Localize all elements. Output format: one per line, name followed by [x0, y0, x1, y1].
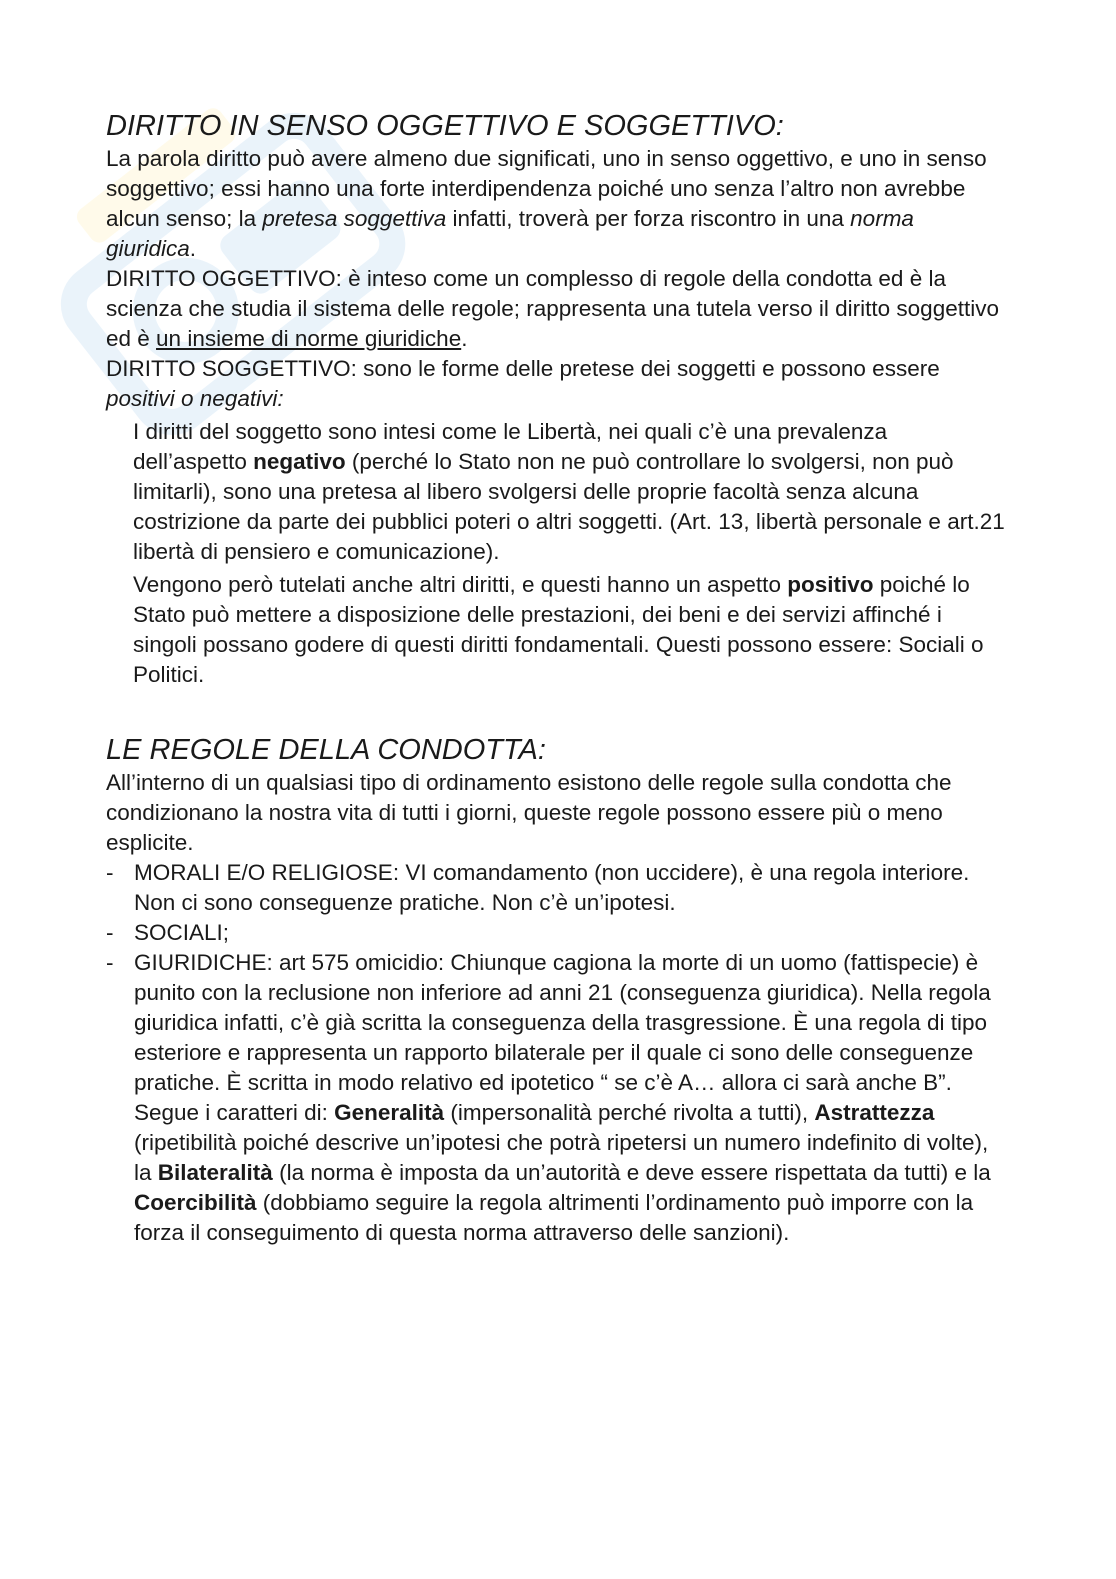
- text-run: .: [189, 236, 197, 261]
- list-item-text: SOCIALI;: [134, 920, 230, 945]
- dash-bullet: -: [106, 920, 114, 945]
- text-run: (dobbiamo seguire la regola altrimenti l’ordinamento può imporre con la forza il conseguimento di questa norma attraverso delle sanzioni).: [134, 1190, 974, 1245]
- section-title-regole: LE REGOLE DELLA CONDOTTA:: [106, 734, 546, 766]
- list-item-morali: [106, 858, 1006, 918]
- paragraph-diritto-soggettivo: [106, 354, 1006, 414]
- list-item-giuridiche: [106, 948, 1006, 1248]
- text-run: GIURIDICHE: art 575 omicidio: Chiunque cagiona la morte di un uomo (fattispecie) è punito con la reclusione non inferiore ad anni 21 (conseguenza giuridica). Nella regola giuridica infatti, c’è già scritta la conseguenza della trasgressione. È una regola di tipo esteriore e rappresenta un rapporto bilaterale per il quale ci sono delle conseguenze pratiche. È scritta in modo relativo ed ipotetico “ se c’è A… allora ci sarà anche B”. Segue i caratteri di:: [134, 950, 991, 1125]
- bold-term: Astrattezza: [814, 1100, 935, 1125]
- paragraph-aspetto-positivo: [133, 570, 1006, 690]
- bold-term: negativo: [253, 449, 346, 474]
- text-run: La parola diritto può avere almeno due significati, uno in senso oggettivo, e uno in senso soggettivo; essi hanno una forte interdipendenza poiché uno senza l’altro non avrebbe alcun senso; la: [106, 146, 987, 231]
- bold-term: positivo: [787, 572, 874, 597]
- paragraph-diritto-oggettivo: [106, 264, 1006, 354]
- bold-term: Bilateralità: [157, 1160, 273, 1185]
- list-item-text: MORALI E/O RELIGIOSE: VI comandamento (non uccidere), è una regola interiore. Non ci sono conseguenze pratiche. Non c’è un’ipotesi.: [134, 860, 970, 915]
- document-page: [106, 108, 1006, 1248]
- bold-term: Generalità: [334, 1100, 445, 1125]
- dash-bullet: -: [106, 950, 114, 975]
- italic-term: norma giuridica: [106, 206, 914, 261]
- text-run: infatti, troverà per forza riscontro in una: [446, 206, 851, 231]
- text-run: DIRITTO OGGETTIVO: è inteso come un complesso di regole della condotta ed è la scienza che studia il sistema delle regole; rappresenta una tutela verso il diritto soggettivo ed è: [106, 266, 999, 351]
- underlined-term: un insieme di norme giuridiche: [156, 326, 462, 351]
- list-item-sociali: [106, 918, 1006, 948]
- text-run: I diritti del soggetto sono intesi come le Libertà, nei quali c’è una prevalenza dell’aspetto: [133, 419, 888, 474]
- section-title-diritto: DIRITTO IN SENSO OGGETTIVO E SOGGETTIVO:: [106, 110, 784, 142]
- dash-bullet: -: [106, 860, 114, 885]
- italic-term: pretesa soggettiva: [262, 206, 447, 231]
- text-run: Vengono però tutelati anche altri diritti, e questi hanno un aspetto: [133, 572, 788, 597]
- rules-list: [106, 858, 1006, 1248]
- text-run: (ripetibilità poiché descrive un’ipotesi che potrà ripetersi un numero indefinito di volte), la: [134, 1130, 989, 1185]
- paragraph-intro-diritto: [106, 144, 1006, 264]
- paragraph-aspetto-negativo: [133, 417, 1006, 567]
- paragraph-intro-regole: All’interno di un qualsiasi tipo di ordinamento esistono delle regole sulla condotta che condizionano la nostra vita di tutti i giorni, queste regole possono essere più o meno esplicite.: [106, 770, 952, 855]
- bold-term: Coercibilità: [134, 1190, 257, 1215]
- text-run: (perché lo Stato non ne può controllare lo svolgersi, non può limitarli), sono una pretesa al libero svolgersi delle proprie facoltà senza alcuna costrizione da parte dei pubblici poteri o altri soggetti. (Art. 13, libertà personale e art.21 libertà di pensiero e comunicazione).: [133, 449, 1005, 564]
- italic-term: positivi o negativi:: [106, 386, 284, 411]
- text-run: (la norma è imposta da un’autorità e deve essere rispettata da tutti) e la: [272, 1160, 991, 1185]
- text-run: (impersonalità perché rivolta a tutti),: [444, 1100, 815, 1125]
- text-run: DIRITTO SOGGETTIVO: sono le forme delle pretese dei soggetti e possono essere: [106, 356, 940, 381]
- text-run: .: [461, 326, 468, 351]
- text-run: poiché lo Stato può mettere a disposizione delle prestazioni, dei beni e dei servizi affinché i singoli possano godere di questi diritti fondamentali. Questi possono essere: Sociali o Politici.: [133, 572, 984, 687]
